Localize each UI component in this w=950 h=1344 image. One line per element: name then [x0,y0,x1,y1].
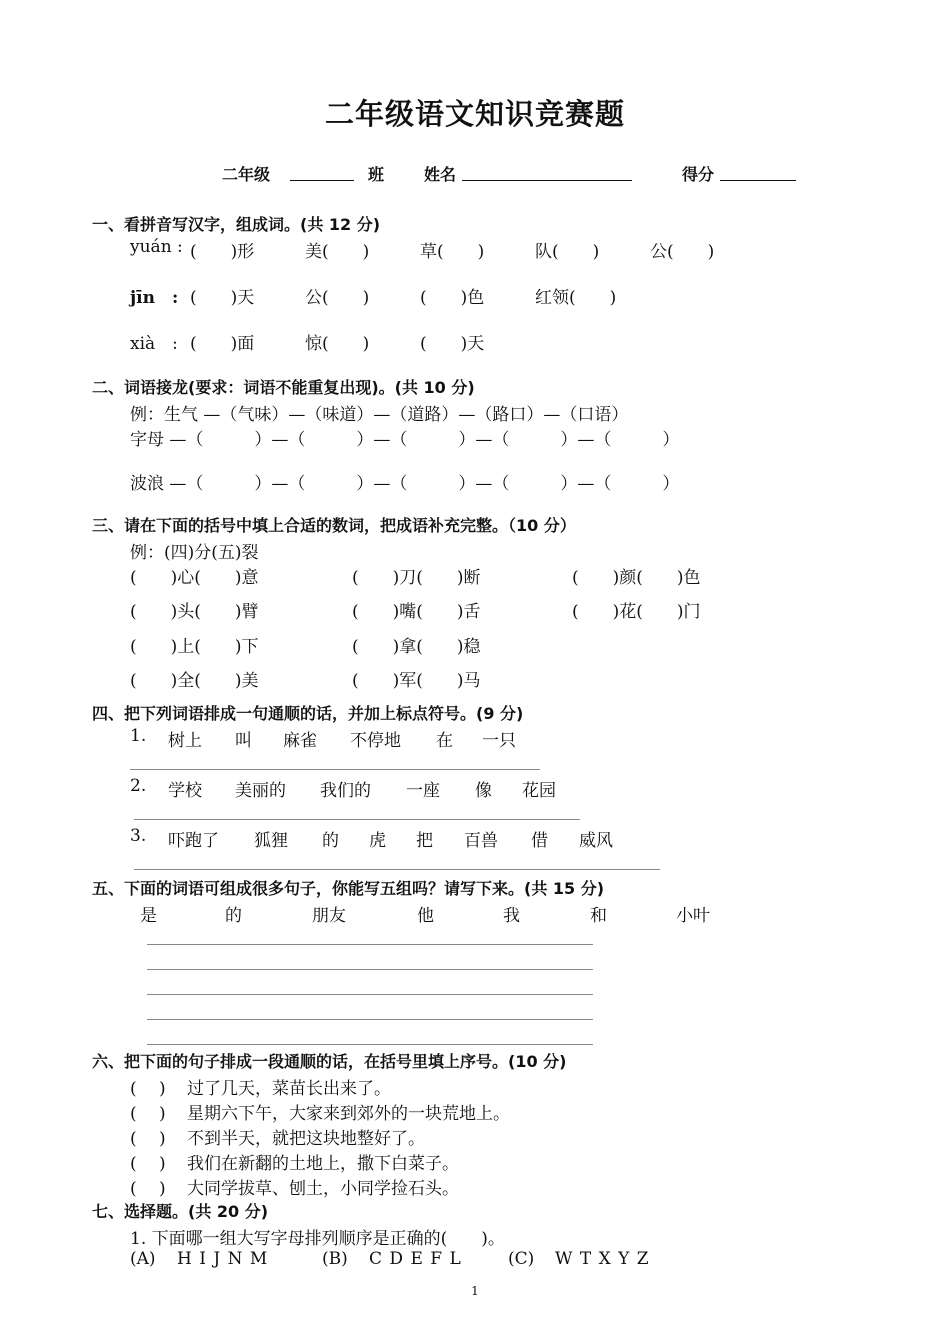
item-number: 1. [130,726,147,746]
option-text: H I J N M [177,1249,269,1269]
name-label: 姓名 [424,165,457,184]
example-line: 例：(四)分(五)裂 [130,543,259,563]
grade-blank[interactable] [290,162,354,181]
word: 朋友 [312,906,346,926]
word: 花园 [522,781,556,801]
answer-line[interactable] [130,769,540,770]
score-blank[interactable] [720,162,796,181]
order-bracket[interactable]: ( ) [130,1079,166,1099]
option-label[interactable]: (A) [130,1249,156,1269]
word: 一座 [406,781,440,801]
fill-item[interactable]: 公( ) [305,288,370,308]
word: 我 [503,906,520,926]
sentence: 过了几天，菜苗长出来了。 [187,1079,391,1099]
word: 像 [475,781,492,801]
sentence: 我们在新翻的土地上，撒下白菜子。 [187,1154,459,1174]
word: 树上 [168,731,202,751]
option-text: C D E F L [369,1249,462,1269]
chain-row[interactable]: 字母 —（ ）—（ ）—（ ）—（ ）—（ ） [130,430,680,450]
fill-item[interactable]: ( )天 [190,288,255,308]
sentence: 星期六下午，大家来到郊外的一块荒地上。 [187,1104,510,1124]
answer-line[interactable] [147,969,593,970]
word: 我们的 [320,781,371,801]
idiom-item[interactable]: ( )拿( )稳 [352,637,481,657]
option-label[interactable]: (B) [322,1249,348,1269]
option-label[interactable]: (C) [508,1249,535,1269]
option-text: W T X Y Z [555,1249,650,1269]
fill-item[interactable]: 惊( ) [305,334,370,354]
word: 美丽的 [235,781,286,801]
section-heading: 三、请在下面的括号中填上合适的数词，把成语补充完整。（10 分） [92,516,576,535]
idiom-item[interactable]: ( )颜( )色 [572,568,701,588]
idiom-item[interactable]: ( )嘴( )舌 [352,602,481,622]
fill-item[interactable]: ( )色 [420,288,485,308]
word: 在 [436,731,453,751]
fill-item[interactable]: 美( ) [305,242,370,262]
word: 借 [531,831,548,851]
word: 虎 [369,831,386,851]
word: 叫 [235,731,252,751]
idiom-item[interactable]: ( )头( )臂 [130,602,259,622]
answer-line[interactable] [134,819,580,820]
grade-label: 二年级 [222,165,271,184]
answer-line[interactable] [147,1019,593,1020]
idiom-item[interactable]: ( )上( )下 [130,637,259,657]
answer-line[interactable] [147,944,593,945]
example-line: 例：生气 —（气味）—（味道）—（道路）—（路口）—（口语） [130,405,629,425]
pinyin-label: yuán : [130,237,183,257]
question: 1. 下面哪一组大写字母排列顺序是正确的( )。 [130,1229,505,1249]
word: 的 [225,906,242,926]
idiom-item[interactable]: ( )心( )意 [130,568,259,588]
idiom-item[interactable]: ( )全( )美 [130,671,259,691]
item-number: 2. [130,776,147,796]
class-label: 班 [368,165,385,184]
word: 把 [416,831,433,851]
section-heading: 二、词语接龙(要求：词语不能重复出现)。(共 10 分) [92,378,475,397]
word: 小叶 [676,906,710,926]
section-heading: 七、选择题。(共 20 分) [92,1202,269,1221]
word: 他 [417,906,434,926]
order-bracket[interactable]: ( ) [130,1154,166,1174]
order-bracket[interactable]: ( ) [130,1104,166,1124]
idiom-item[interactable]: ( )花( )门 [572,602,701,622]
sentence: 大同学拔草、刨土，小同学捡石头。 [187,1179,459,1199]
idiom-item[interactable]: ( )刀( )断 [352,568,481,588]
word: 学校 [168,781,202,801]
word: 和 [590,906,607,926]
section-heading: 一、看拼音写汉字，组成词。(共 12 分) [92,215,381,234]
word: 一只 [482,731,516,751]
answer-line[interactable] [134,869,660,870]
page-number: 1 [471,1284,479,1298]
fill-item[interactable]: ( )天 [420,334,485,354]
word: 吓跑了 [168,831,219,851]
word: 不停地 [350,731,401,751]
pinyin-label: xià : [130,334,178,354]
word: 狐狸 [254,831,288,851]
chain-row[interactable]: 波浪 —（ ）—（ ）—（ ）—（ ）—（ ） [130,474,680,494]
fill-item[interactable]: 红领( ) [535,288,617,308]
name-blank[interactable] [462,162,632,181]
word: 是 [140,906,157,926]
score-label: 得分 [682,165,715,184]
fill-item[interactable]: 队( ) [535,242,600,262]
section-heading: 四、把下列词语排成一句通顺的话，并加上标点符号。(9 分) [92,704,524,723]
fill-item[interactable]: ( )面 [190,334,255,354]
fill-item[interactable]: 公( ) [650,242,715,262]
answer-line[interactable] [147,1044,593,1045]
idiom-item[interactable]: ( )军( )马 [352,671,481,691]
item-number: 3. [130,826,147,846]
word: 百兽 [464,831,498,851]
word: 的 [322,831,339,851]
page-title: 二年级语文知识竞赛题 [324,97,625,131]
word: 麻雀 [283,731,317,751]
fill-item[interactable]: 草( ) [420,242,485,262]
sentence: 不到半天，就把这块地整好了。 [187,1129,425,1149]
order-bracket[interactable]: ( ) [130,1129,166,1149]
answer-line[interactable] [147,994,593,995]
section-heading: 五、下面的词语可组成很多句子，你能写五组吗？请写下来。(共 15 分) [92,879,605,898]
pinyin-label: jīn : [130,288,179,308]
fill-item[interactable]: ( )形 [190,242,255,262]
word: 威风 [579,831,613,851]
order-bracket[interactable]: ( ) [130,1179,166,1199]
section-heading: 六、把下面的句子排成一段通顺的话，在括号里填上序号。(10 分) [92,1052,567,1071]
